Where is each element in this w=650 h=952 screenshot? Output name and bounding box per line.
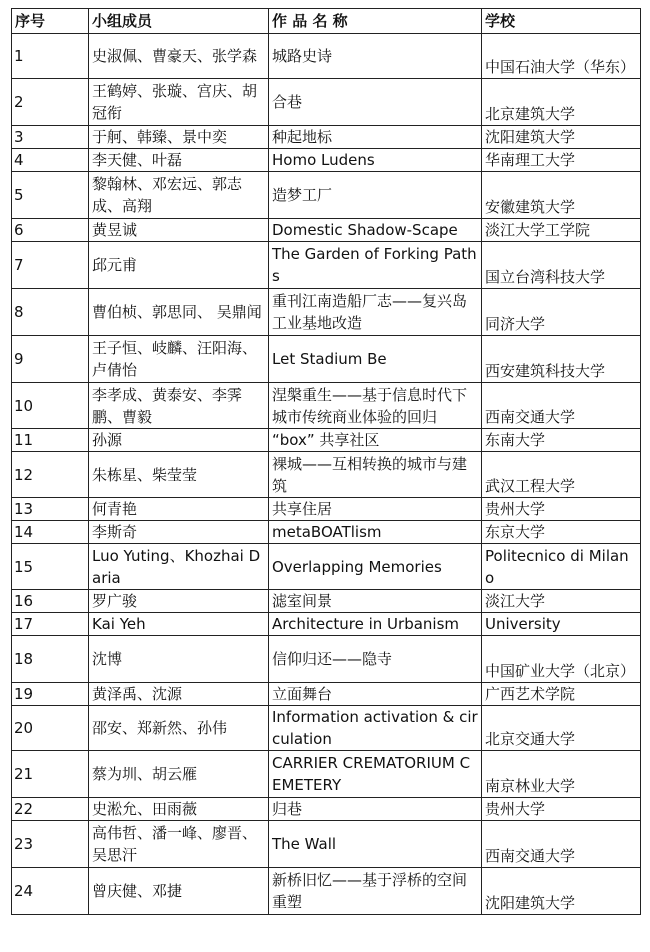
- table-row: [12, 289, 641, 336]
- row-members: 王鹤婷、张璇、宫庆、胡冠衔: [89, 79, 269, 126]
- table-row: [12, 683, 641, 706]
- table-row: [12, 242, 641, 289]
- row-members: 何青艳: [89, 498, 269, 521]
- row-school: 贵州大学: [482, 798, 641, 821]
- row-number: 13: [12, 498, 89, 521]
- table-row: [12, 751, 641, 798]
- row-school: 淡江大学工学院: [482, 219, 641, 242]
- header-school: 学校: [482, 9, 641, 34]
- row-number: 5: [12, 172, 89, 219]
- table-row: [12, 498, 641, 521]
- table-row: [12, 149, 641, 172]
- row-school: 北京交通大学: [482, 706, 641, 751]
- row-members: 曹伯桢、郭思同、 吴鼎闻: [89, 289, 269, 336]
- row-members: 黎翰林、邓宏远、郭志成、高翔: [89, 172, 269, 219]
- row-number: 3: [12, 126, 89, 149]
- row-work-title: 归巷: [269, 798, 482, 821]
- row-work-title: 滤室间景: [269, 590, 482, 613]
- row-work-title: 信仰归还——隐寺: [269, 636, 482, 683]
- award-list-sheet: [11, 8, 640, 915]
- row-members: 李孝成、黄泰安、李霁鹏、曹毅: [89, 383, 269, 429]
- row-members: Luo Yuting、Khozhai Daria: [89, 544, 269, 590]
- row-school: 国立台湾科技大学: [482, 242, 641, 289]
- row-school: 同济大学: [482, 289, 641, 336]
- row-school: 东京大学: [482, 521, 641, 544]
- row-number: 10: [12, 383, 89, 429]
- row-number: 4: [12, 149, 89, 172]
- row-members: 蔡为圳、胡云雁: [89, 751, 269, 798]
- table-row: [12, 79, 641, 126]
- row-number: 7: [12, 242, 89, 289]
- row-school: 淡江大学: [482, 590, 641, 613]
- row-school: 华南理工大学: [482, 149, 641, 172]
- row-number: 16: [12, 590, 89, 613]
- row-number: 15: [12, 544, 89, 590]
- row-work-title: Architecture in Urbanism: [269, 613, 482, 636]
- row-school: 广西艺术学院: [482, 683, 641, 706]
- table-row: [12, 590, 641, 613]
- row-school: Politecnico di Milano: [482, 544, 641, 590]
- table-header-row: [12, 9, 641, 34]
- row-members: 高伟哲、潘一峰、廖晋、吴思汗: [89, 821, 269, 868]
- row-members: 王子恒、岐麟、汪阳海、卢倩怡: [89, 336, 269, 383]
- header-number: 序号: [12, 9, 89, 34]
- row-members: 罗广骏: [89, 590, 269, 613]
- row-members: 邵安、郑新然、孙伟: [89, 706, 269, 751]
- table-row: [12, 172, 641, 219]
- table-row: [12, 521, 641, 544]
- row-work-title: metaBOATlism: [269, 521, 482, 544]
- row-work-title: 新桥旧忆——基于浮桥的空间重塑: [269, 868, 482, 915]
- row-members: Kai Yeh: [89, 613, 269, 636]
- row-number: 11: [12, 429, 89, 452]
- row-members: 黄泽禹、沈源: [89, 683, 269, 706]
- row-school: 沈阳建筑大学: [482, 126, 641, 149]
- row-number: 9: [12, 336, 89, 383]
- table-row: [12, 429, 641, 452]
- row-work-title: Homo Ludens: [269, 149, 482, 172]
- row-school: 东南大学: [482, 429, 641, 452]
- row-work-title: 裸城——互相转换的城市与建筑: [269, 452, 482, 498]
- header-members: 小组成员: [89, 9, 269, 34]
- row-members: 曾庆健、邓捷: [89, 868, 269, 915]
- row-number: 22: [12, 798, 89, 821]
- row-members: 于舸、韩臻、景中奕: [89, 126, 269, 149]
- table-row: [12, 34, 641, 79]
- table-body: [12, 34, 641, 915]
- table-row: [12, 798, 641, 821]
- row-work-title: CARRIER CREMATORIUM CEMETERY: [269, 751, 482, 798]
- row-school: 西南交通大学: [482, 383, 641, 429]
- winners-table: [11, 8, 641, 915]
- row-work-title: Overlapping Memories: [269, 544, 482, 590]
- table-row: [12, 613, 641, 636]
- row-number: 2: [12, 79, 89, 126]
- row-number: 24: [12, 868, 89, 915]
- row-work-title: The Garden of Forking Paths: [269, 242, 482, 289]
- row-work-title: 合巷: [269, 79, 482, 126]
- row-number: 19: [12, 683, 89, 706]
- row-work-title: 共享住居: [269, 498, 482, 521]
- row-school: University: [482, 613, 641, 636]
- row-number: 21: [12, 751, 89, 798]
- table-row: [12, 706, 641, 751]
- row-members: 李天健、叶磊: [89, 149, 269, 172]
- row-work-title: Information activation & circulation: [269, 706, 482, 751]
- row-work-title: The Wall: [269, 821, 482, 868]
- row-school: 北京建筑大学: [482, 79, 641, 126]
- row-number: 1: [12, 34, 89, 79]
- row-school: 贵州大学: [482, 498, 641, 521]
- row-number: 23: [12, 821, 89, 868]
- row-number: 14: [12, 521, 89, 544]
- header-work-title: 作 品 名 称: [269, 9, 482, 34]
- row-work-title: 造梦工厂: [269, 172, 482, 219]
- row-work-title: Domestic Shadow-Scape: [269, 219, 482, 242]
- row-members: 邱元甫: [89, 242, 269, 289]
- row-number: 12: [12, 452, 89, 498]
- row-members: 史淑佩、曹豪天、张学森: [89, 34, 269, 79]
- row-members: 史淞允、田雨薇: [89, 798, 269, 821]
- row-work-title: “box” 共享社区: [269, 429, 482, 452]
- row-school: 西南交通大学: [482, 821, 641, 868]
- table-row: [12, 219, 641, 242]
- row-school: 武汉工程大学: [482, 452, 641, 498]
- row-members: 黄昱诚: [89, 219, 269, 242]
- row-members: 李斯奇: [89, 521, 269, 544]
- row-school: 西安建筑科技大学: [482, 336, 641, 383]
- row-number: 8: [12, 289, 89, 336]
- row-work-title: 重刊江南造船厂志——复兴岛工业基地改造: [269, 289, 482, 336]
- row-number: 20: [12, 706, 89, 751]
- table-row: [12, 821, 641, 868]
- row-school: 南京林业大学: [482, 751, 641, 798]
- row-members: 沈博: [89, 636, 269, 683]
- row-members: 孙源: [89, 429, 269, 452]
- row-school: 中国矿业大学（北京）: [482, 636, 641, 683]
- row-number: 18: [12, 636, 89, 683]
- table-row: [12, 336, 641, 383]
- row-school: 中国石油大学（华东）: [482, 34, 641, 79]
- table-row: [12, 544, 641, 590]
- table-row: [12, 383, 641, 429]
- table-row: [12, 636, 641, 683]
- row-number: 6: [12, 219, 89, 242]
- row-number: 17: [12, 613, 89, 636]
- row-work-title: 立面舞台: [269, 683, 482, 706]
- row-members: 朱栋星、柴莹莹: [89, 452, 269, 498]
- row-work-title: 涅槃重生——基于信息时代下城市传统商业体验的回归: [269, 383, 482, 429]
- table-row: [12, 868, 641, 915]
- row-school: 安徽建筑大学: [482, 172, 641, 219]
- table-row: [12, 126, 641, 149]
- row-work-title: 城路史诗: [269, 34, 482, 79]
- row-work-title: 种起地标: [269, 126, 482, 149]
- table-row: [12, 452, 641, 498]
- row-school: 沈阳建筑大学: [482, 868, 641, 915]
- row-work-title: Let Stadium Be: [269, 336, 482, 383]
